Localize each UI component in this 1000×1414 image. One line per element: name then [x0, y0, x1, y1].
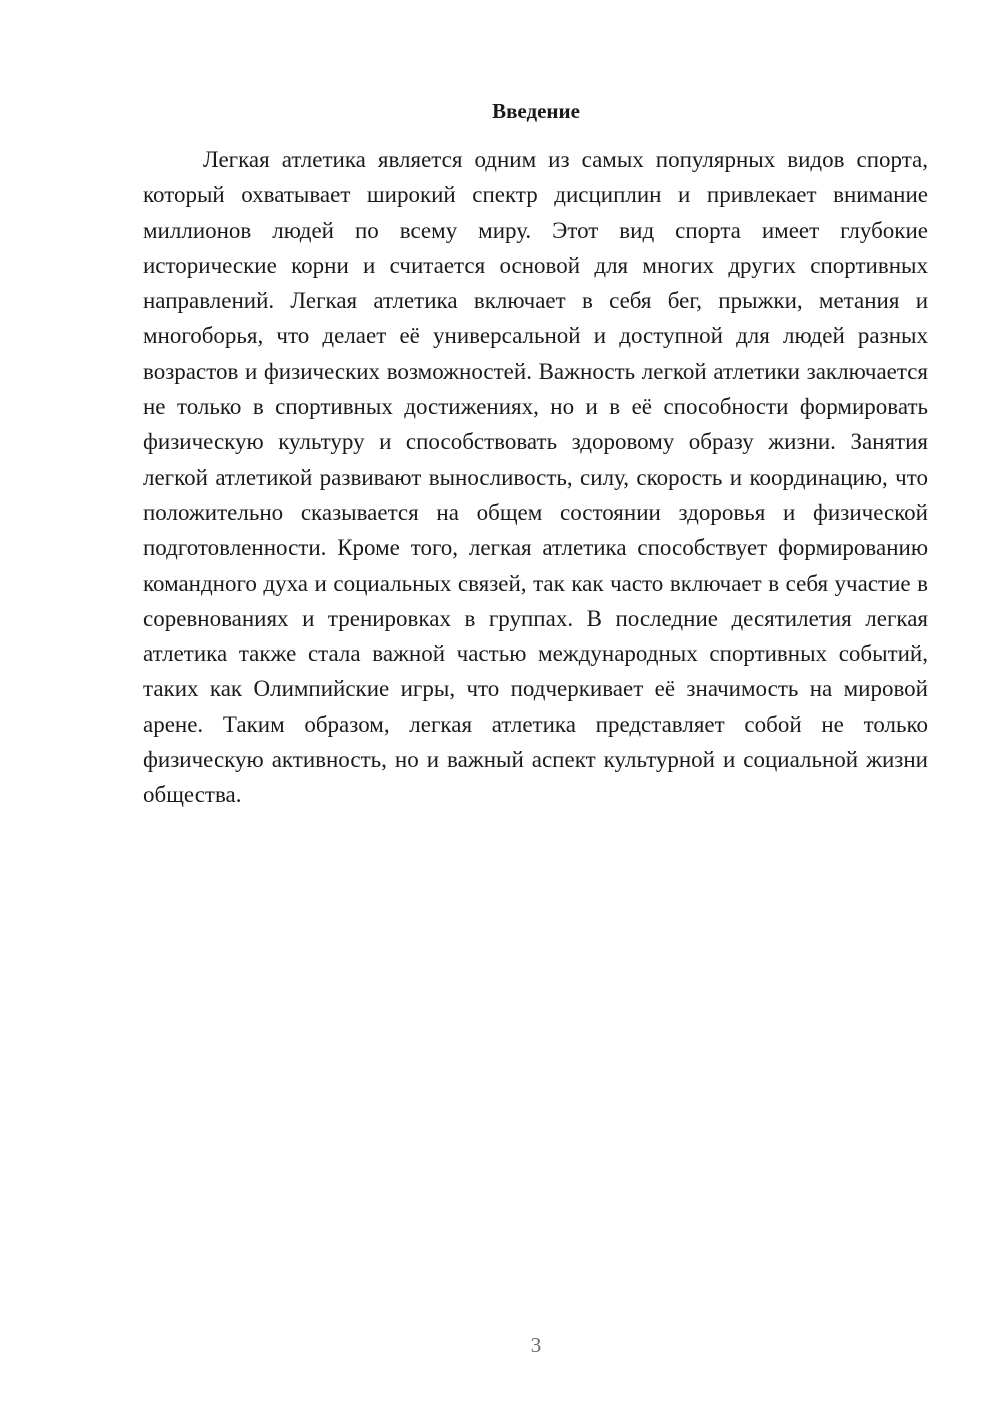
- section-heading: Введение: [492, 99, 580, 123]
- page-number: 3: [530, 1333, 542, 1357]
- body-paragraph: Легкая атлетика является одним из самых популярных видов спорта, который охватывает широкий спектр дисциплин и привлекает внимание миллионов людей по всему миру. Этот вид спорта имеет глубокие исторические корни и считается основой для многих других спортивных направлений. Легкая атлетика включает в себя бег, прыжки, метания и многоборья, что делает её универсальной и доступной для людей разных возрастов и физических возможностей. Важность легкой атлетики заключается не только в спортивных достижениях, но и в её способности формировать физическую культуру и способствовать здоровому образу жизни. Занятия легкой атлетикой развивают выносливость, силу, скорость и координацию, что положительно сказывается на общем состоянии здоровья и физической подготовленности. Кроме того, легкая атлетика способствует формированию командного духа и социальных связей, так как часто включает в себя участие в соревнованиях и тренировках в группах. В последние десятилетия легкая атлетика также стала важной частью международных спортивных событий, таких как Олимпийские игры, что подчеркивает её значимость на мировой арене. Таким образом, легкая атлетика представляет собой не только физическую активность, но и важный аспект культурной и социальной жизни общества.: [143, 147, 928, 808]
